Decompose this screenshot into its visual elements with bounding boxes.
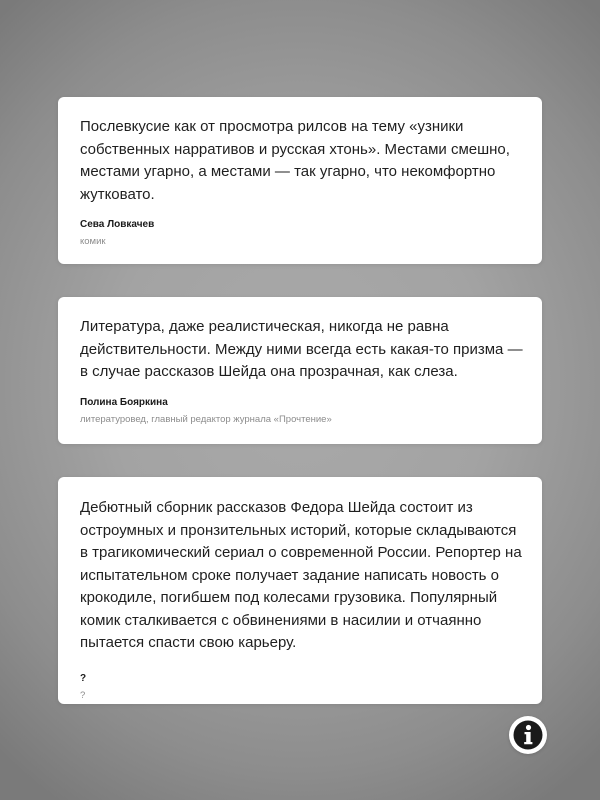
review-author-role: литературовед, главный редактор журнала «Прочтение» <box>80 413 332 425</box>
review-card <box>58 297 542 444</box>
review-quote: Литература, даже реалистическая, никогда не равна действительности. Между ними всегда есть какая-то призма — в случае рассказов Шейда она прозрачная, как слеза. <box>80 318 523 380</box>
review-author-role: комик <box>80 236 106 247</box>
review-author: Полина Бояркина <box>80 396 168 408</box>
review-author: ? <box>80 672 87 684</box>
review-author-role: ? <box>80 689 86 701</box>
description-text: Дебютный сборник рассказов Федора Шейда состоит из остроумных и пронзительных историй, которые складываются в трагикомический сериал о современной России. Репортер на испытательном сроке получает задание написать новость о крокодиле, погибшем под колесами грузовика. Популярный комик сталкивается с обвинениями в насилии и отчаянно пытается спасти свою карьеру. <box>80 499 522 651</box>
review-quote: Послевкусие как от просмотра рилсов на тему «узники собственных нарративов и русская хтонь». Местами смешно, местами угарно, а местами — так угарно, что некомфортно жутковато. <box>80 118 510 203</box>
review-card <box>58 97 542 264</box>
description-card <box>58 477 542 704</box>
review-author: Сева Ловкачев <box>80 219 155 230</box>
info-icon <box>509 716 547 754</box>
info-button[interactable] <box>509 716 547 754</box>
